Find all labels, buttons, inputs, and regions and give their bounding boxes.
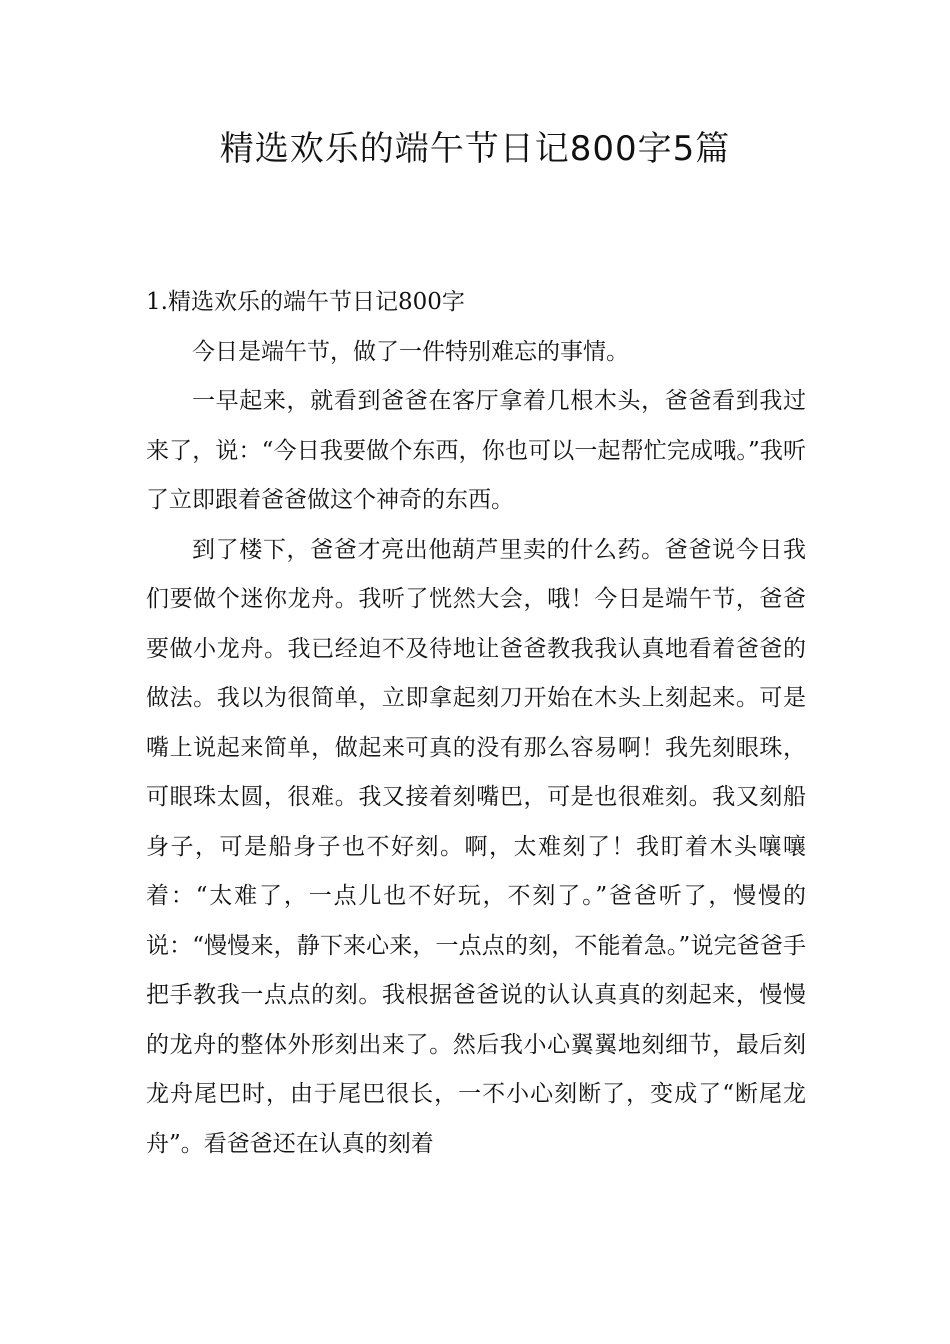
paragraph-3: 到了楼下，爸爸才亮出他葫芦里卖的什么药。爸爸说今日我们要做个迷你龙舟。我听了恍然大会，哦！今日是端午节，爸爸要做小龙舟。我已经迫不及待地让爸爸教我我认真地看着爸爸的做法。我以为很简单，立即拿起刻刀开始在木头上刻起来。可是嘴上说起来简单，做起来可真的没有那么容易啊！我先刻眼珠，可眼珠太圆，很难。我又接着刻嘴巴，可是也很难刻。我又刻船身子，可是船身子也不好刻。啊，太难刻了！我盯着木头嚷嚷着：“太难了，一点儿也不好玩，不刻了。”爸爸听了，慢慢的说：“慢慢来，静下来心来，一点点的刻，不能着急。”说完爸爸手把手教我一点点的刻。我根据爸爸说的认认真真的刻起来，慢慢的龙舟的整体外形刻出来了。然后我小心翼翼地刻细节，最后刻龙舟尾巴时，由于尾巴很长，一不小心刻断了，变成了“断尾龙舟”。看爸爸还在认真的刻着	[146, 536, 806, 1157]
paragraph-1: 今日是端午节，做了一件特别难忘的事情。	[192, 338, 629, 365]
section-heading: 1.精选欢乐的端午节日记800字	[146, 289, 465, 315]
document-title: 精选欢乐的端午节日记800字5篇	[219, 129, 731, 169]
paragraph-2: 一早起来，就看到爸爸在客厅拿着几根木头，爸爸看到我过来了，说：“今日我要做个东西，你也可以一起帮忙完成哦。”我听了立即跟着爸爸做这个神奇的东西。	[146, 388, 806, 513]
document-body	[146, 278, 806, 1169]
